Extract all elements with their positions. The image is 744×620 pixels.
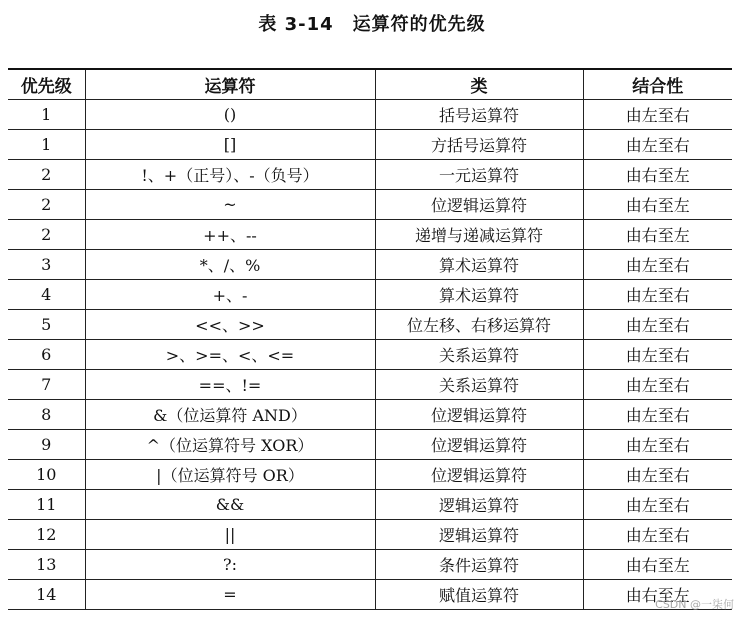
table-row bbox=[8, 430, 732, 460]
operator-cell: ^（位运算符号 XOR） bbox=[85, 430, 375, 460]
priority-cell: 4 bbox=[8, 280, 85, 310]
priority-cell: 10 bbox=[8, 460, 85, 490]
category-cell: 位逻辑运算符 bbox=[375, 190, 583, 220]
header-operator: 运算符 bbox=[85, 69, 375, 100]
operator-cell: *、/、% bbox=[85, 250, 375, 280]
table-row bbox=[8, 340, 732, 370]
table-row bbox=[8, 310, 732, 340]
operator-cell: [] bbox=[85, 130, 375, 160]
priority-cell: 1 bbox=[8, 100, 85, 130]
table-row bbox=[8, 280, 732, 310]
category-cell: 条件运算符 bbox=[375, 550, 583, 580]
priority-cell: 1 bbox=[8, 130, 85, 160]
associativity-cell: 由左至右 bbox=[583, 430, 732, 460]
priority-cell: 2 bbox=[8, 190, 85, 220]
operator-cell: = bbox=[85, 580, 375, 610]
associativity-cell: 由左至右 bbox=[583, 310, 732, 340]
category-cell: 位逻辑运算符 bbox=[375, 430, 583, 460]
associativity-cell: 由右至左 bbox=[583, 160, 732, 190]
operator-cell: ?: bbox=[85, 550, 375, 580]
associativity-cell: 由右至左 bbox=[583, 580, 732, 610]
operator-cell: +、- bbox=[85, 280, 375, 310]
priority-cell: 12 bbox=[8, 520, 85, 550]
category-cell: 位逻辑运算符 bbox=[375, 460, 583, 490]
priority-cell: 8 bbox=[8, 400, 85, 430]
category-cell: 关系运算符 bbox=[375, 340, 583, 370]
operator-cell: &（位运算符 AND） bbox=[85, 400, 375, 430]
operator-precedence-table bbox=[8, 68, 732, 610]
associativity-cell: 由右至左 bbox=[583, 550, 732, 580]
table-row bbox=[8, 490, 732, 520]
category-cell: 一元运算符 bbox=[375, 160, 583, 190]
associativity-cell: 由左至右 bbox=[583, 460, 732, 490]
table-row bbox=[8, 460, 732, 490]
operator-cell: <<、>> bbox=[85, 310, 375, 340]
category-cell: 算术运算符 bbox=[375, 280, 583, 310]
table-row bbox=[8, 400, 732, 430]
associativity-cell: 由左至右 bbox=[583, 520, 732, 550]
operator-cell: |（位运算符号 OR） bbox=[85, 460, 375, 490]
operator-cell: ~ bbox=[85, 190, 375, 220]
header-category: 类 bbox=[375, 69, 583, 100]
associativity-cell: 由左至右 bbox=[583, 280, 732, 310]
operator-cell: && bbox=[85, 490, 375, 520]
table-caption: 表 3-14 运算符的优先级 bbox=[258, 14, 486, 35]
watermark: CSDN @一柒何 bbox=[655, 598, 734, 611]
priority-cell: 6 bbox=[8, 340, 85, 370]
table-row bbox=[8, 220, 732, 250]
priority-cell: 2 bbox=[8, 220, 85, 250]
category-cell: 递增与递减运算符 bbox=[375, 220, 583, 250]
operator-cell: ==、!= bbox=[85, 370, 375, 400]
category-cell: 位逻辑运算符 bbox=[375, 400, 583, 430]
header-priority: 优先级 bbox=[8, 69, 85, 100]
operator-cell: || bbox=[85, 520, 375, 550]
category-cell: 关系运算符 bbox=[375, 370, 583, 400]
associativity-cell: 由左至右 bbox=[583, 340, 732, 370]
priority-cell: 7 bbox=[8, 370, 85, 400]
associativity-cell: 由左至右 bbox=[583, 100, 732, 130]
operator-cell: ++、-- bbox=[85, 220, 375, 250]
operator-cell: () bbox=[85, 100, 375, 130]
table-row bbox=[8, 250, 732, 280]
category-cell: 算术运算符 bbox=[375, 250, 583, 280]
table-row bbox=[8, 550, 732, 580]
table-row bbox=[8, 160, 732, 190]
priority-cell: 11 bbox=[8, 490, 85, 520]
priority-cell: 2 bbox=[8, 160, 85, 190]
operator-cell: !、+（正号）、-（负号） bbox=[85, 160, 375, 190]
priority-cell: 5 bbox=[8, 310, 85, 340]
category-cell: 赋值运算符 bbox=[375, 580, 583, 610]
associativity-cell: 由右至左 bbox=[583, 190, 732, 220]
table-row bbox=[8, 520, 732, 550]
category-cell: 位左移、右移运算符 bbox=[375, 310, 583, 340]
table-row bbox=[8, 370, 732, 400]
associativity-cell: 由右至左 bbox=[583, 220, 732, 250]
category-cell: 逻辑运算符 bbox=[375, 490, 583, 520]
operator-cell: >、>=、<、<= bbox=[85, 340, 375, 370]
associativity-cell: 由左至右 bbox=[583, 370, 732, 400]
priority-cell: 14 bbox=[8, 580, 85, 610]
category-cell: 方括号运算符 bbox=[375, 130, 583, 160]
category-cell: 逻辑运算符 bbox=[375, 520, 583, 550]
associativity-cell: 由左至右 bbox=[583, 250, 732, 280]
table-header-row bbox=[8, 69, 732, 100]
associativity-cell: 由左至右 bbox=[583, 400, 732, 430]
priority-cell: 13 bbox=[8, 550, 85, 580]
priority-cell: 3 bbox=[8, 250, 85, 280]
table-row bbox=[8, 100, 732, 130]
table-row bbox=[8, 130, 732, 160]
associativity-cell: 由左至右 bbox=[583, 130, 732, 160]
table-row bbox=[8, 190, 732, 220]
header-associativity: 结合性 bbox=[583, 69, 732, 100]
associativity-cell: 由左至右 bbox=[583, 490, 732, 520]
category-cell: 括号运算符 bbox=[375, 100, 583, 130]
table-row bbox=[8, 580, 732, 610]
priority-cell: 9 bbox=[8, 430, 85, 460]
